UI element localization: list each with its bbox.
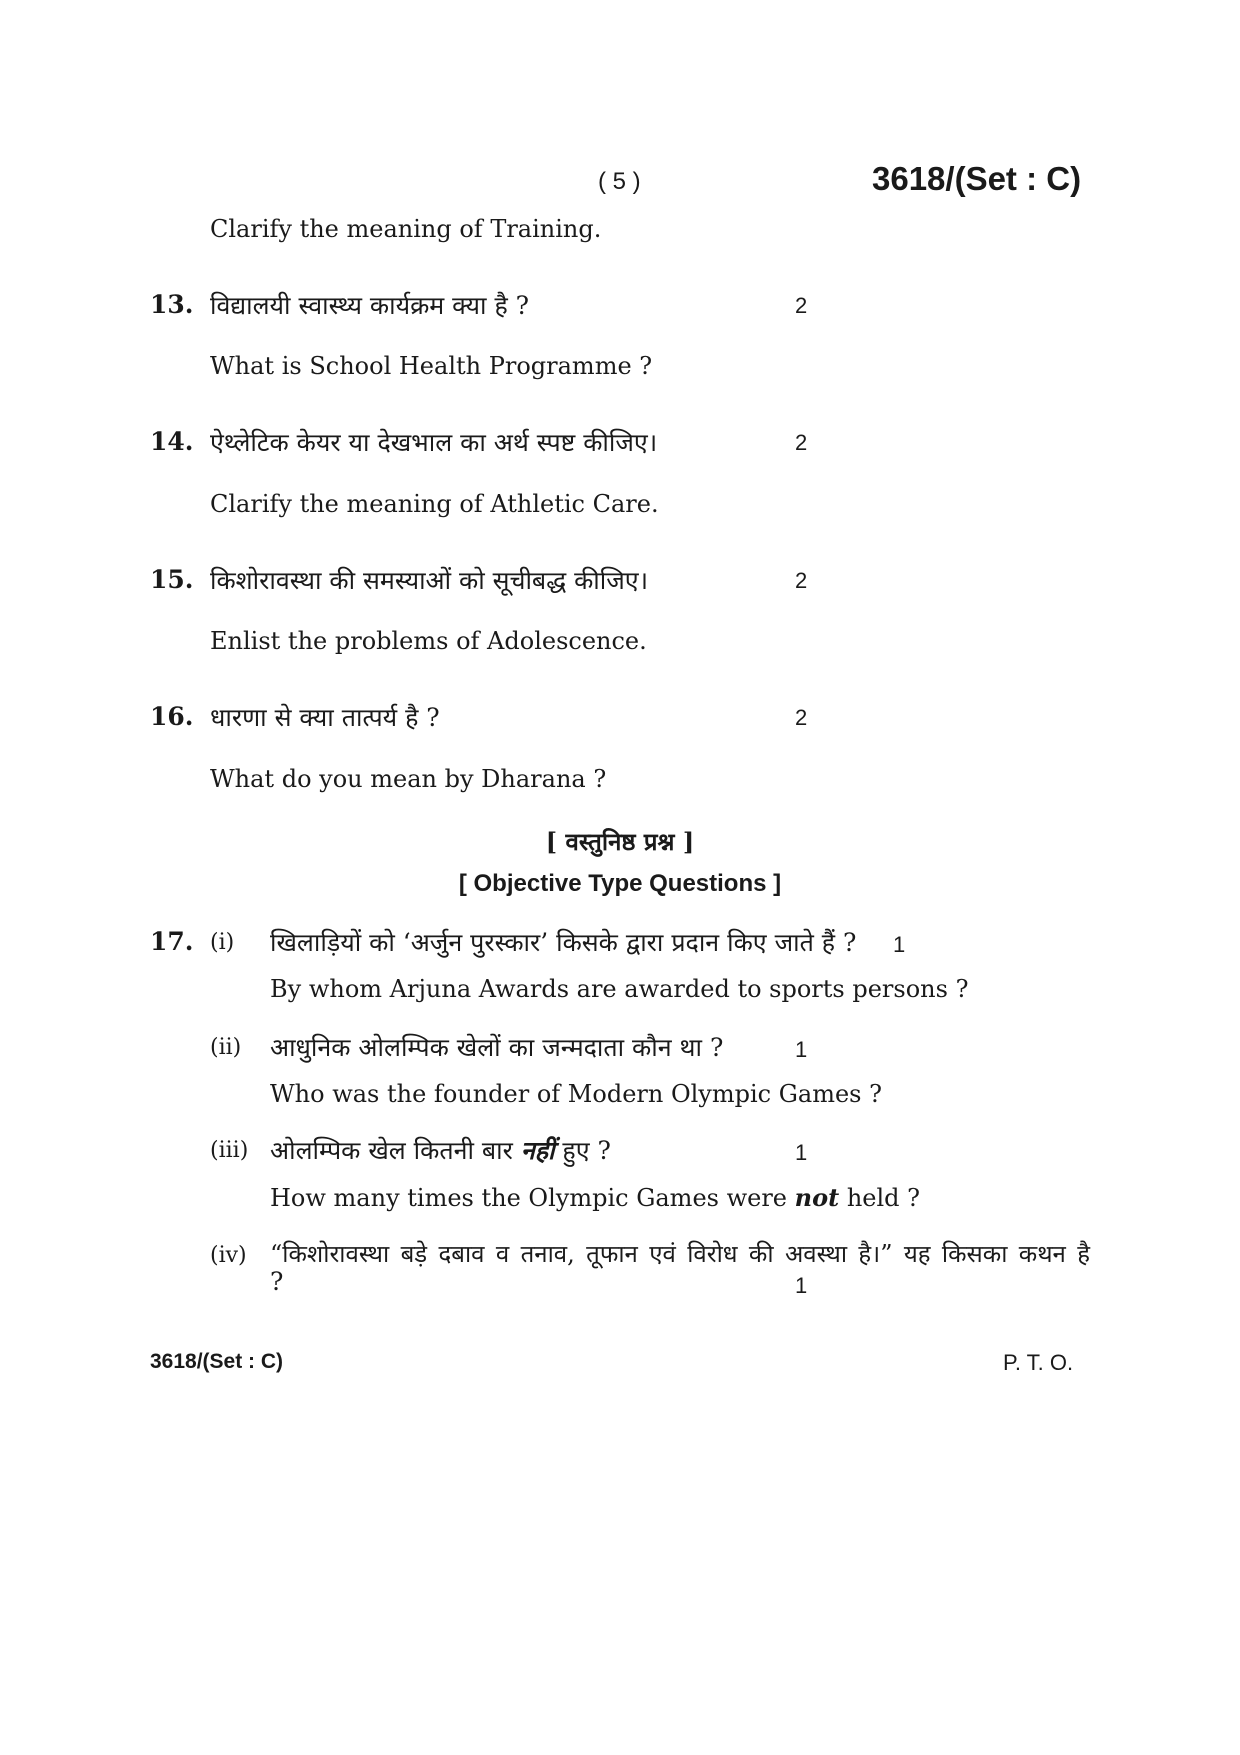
sub-question-marks: 1 (893, 932, 906, 957)
sub-question-emphasis-en: not (794, 1183, 840, 1212)
sub-question-text-en: Who was the founder of Modern Olympic Games ? (270, 1080, 882, 1108)
sub-question-text-en-before: How many times the Olympic Games were (270, 1184, 788, 1212)
question-text-hi: विद्यालयी स्वास्थ्य कार्यक्रम क्या है ? (210, 291, 530, 320)
sub-question-marks: 1 (795, 1037, 808, 1062)
question-marks: 2 (795, 568, 808, 593)
sub-question-text-hi: आधुनिक ओलम्पिक खेलों का जन्मदाता कौन था ? (270, 1033, 724, 1062)
sub-question-text-en: By whom Arjuna Awards are awarded to sports persons ? (270, 975, 969, 1003)
question-number: 16. (150, 702, 194, 731)
sub-question-text-hi-before: ओलम्पिक खेल कितनी बार (270, 1136, 513, 1165)
section-heading-hi: [ वस्तुनिष्ठ प्रश्न ] (545, 827, 695, 856)
sub-question-label: (iv) (210, 1243, 247, 1268)
question-text-hi: ऐथ्लेटिक केयर या देखभाल का अर्थ स्पष्ट कीजिए। (210, 428, 658, 457)
sub-question-text-hi-after: हुए ? (562, 1136, 611, 1165)
question-text-en: Clarify the meaning of Athletic Care. (210, 490, 659, 518)
sub-question-marks: 1 (795, 1140, 808, 1165)
sub-question-marks: 1 (795, 1273, 808, 1298)
sub-question-text-hi: खिलाड़ियों को ‘अर्जुन पुरस्कार’ किसके द्वारा प्रदान किए जाते हैं ? (270, 928, 857, 957)
carry-over-question-en: Clarify the meaning of Training. (210, 215, 602, 243)
set-code-header: 3618/(Set : C) (872, 160, 1082, 197)
question-text-en: What do you mean by Dharana ? (210, 765, 607, 793)
sub-question-text-en (270, 1183, 920, 1212)
question-number: 15. (150, 565, 194, 594)
sub-question-label: (iii) (210, 1138, 249, 1163)
sub-question-text-en-after: held ? (846, 1184, 921, 1212)
question-number: 14. (150, 427, 194, 456)
sub-question-label: (i) (210, 930, 235, 955)
section-heading-en: [ Objective Type Questions ] (458, 870, 782, 897)
question-text-hi: किशोरावस्था की समस्याओं को सूचीबद्ध कीजिए। (210, 566, 649, 595)
question-number: 13. (150, 290, 194, 319)
page-number: ( 5 ) (598, 168, 641, 195)
sub-question-text-hi-continued: ? (270, 1267, 284, 1296)
question-marks: 2 (795, 430, 808, 455)
question-marks: 2 (795, 293, 808, 318)
sub-question-text-hi (270, 1133, 611, 1167)
question-text-en: Enlist the problems of Adolescence. (210, 627, 647, 655)
question-text-hi: धारणा से क्या तात्पर्य है ? (210, 703, 440, 732)
question-number: 17. (150, 927, 194, 956)
sub-question-emphasis-hi: नहीं (520, 1136, 555, 1165)
set-code-footer: 3618/(Set : C) (150, 1350, 284, 1373)
sub-question-label: (ii) (210, 1035, 242, 1060)
question-text-en: What is School Health Programme ? (210, 352, 653, 380)
question-marks: 2 (795, 705, 808, 730)
pto-label: P. T. O. (1003, 1350, 1074, 1375)
sub-question-text-hi: “किशोरावस्था बड़े दबाव व तनाव, तूफान एवं विरोध की अवस्था है।” यह किसका कथन है (270, 1240, 1090, 1268)
